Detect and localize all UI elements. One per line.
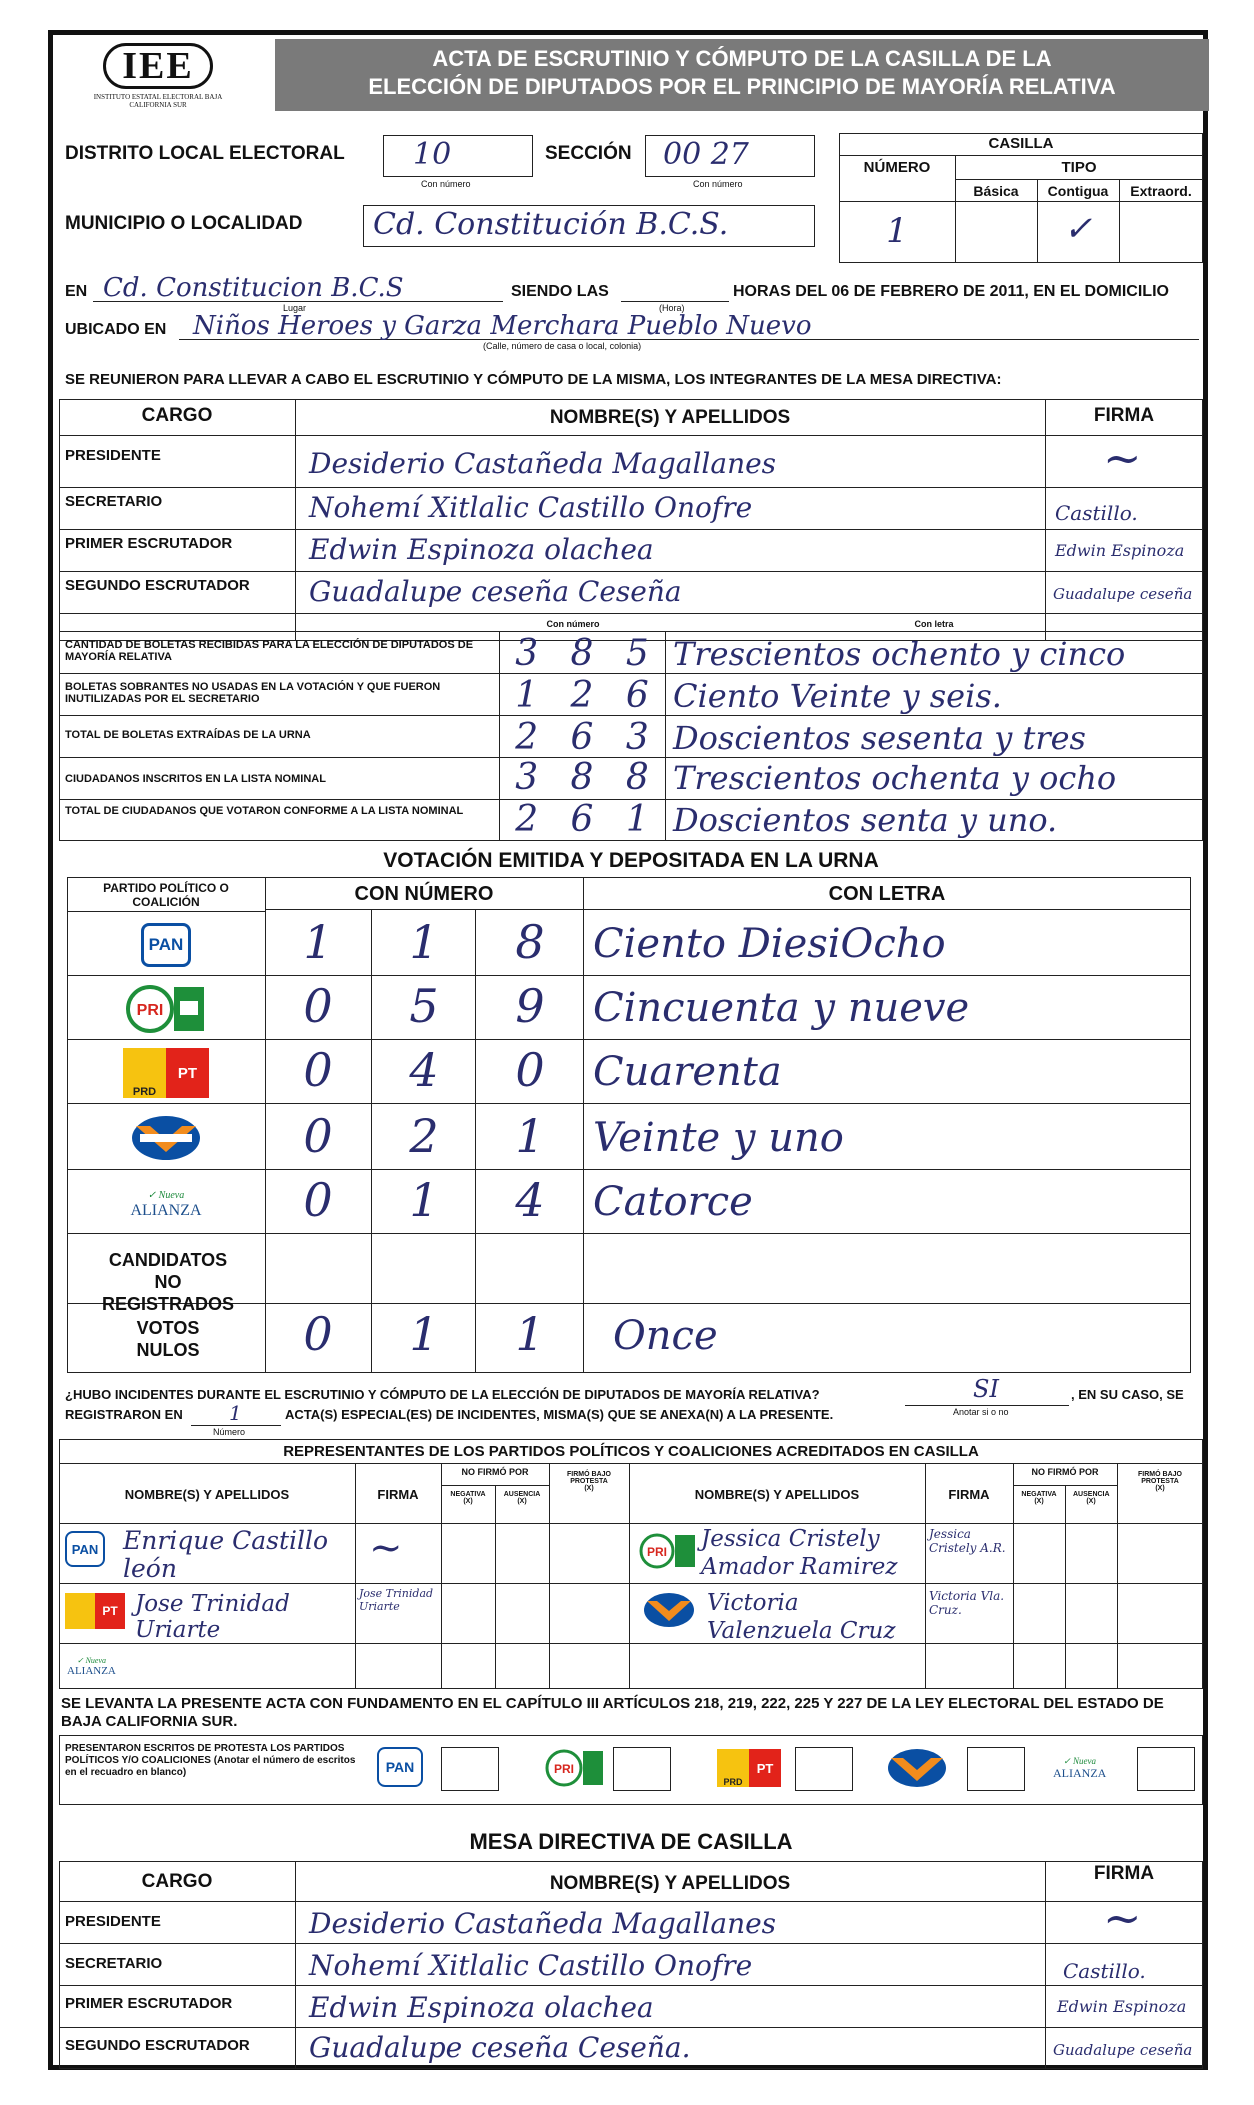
title-line1: ACTA DE ESCRUTINIO Y CÓMPUTO DE LA CASILLA DE LA xyxy=(432,46,1052,71)
mesa1-nombre-presidente: Desiderio Castañeda Magallanes xyxy=(309,447,777,480)
nueva-alianza-logo xyxy=(67,1173,265,1233)
rep-pri-icon xyxy=(639,1531,695,1576)
mesa2-nombre-presidente: Desiderio Castañeda Magallanes xyxy=(309,1907,777,1940)
mesa2-col-nombre: NOMBRE(S) Y APELLIDOS xyxy=(549,1873,791,1894)
boleta-num-inscritos xyxy=(499,757,665,798)
iee-logo-caption: INSTITUTO ESTATAL ELECTORAL BAJA CALIFORNIA SUR xyxy=(93,93,223,109)
rep-pan-nombre: Enrique Castillo león xyxy=(123,1526,329,1583)
basica-label: Básica xyxy=(973,183,1019,199)
votacion-col-letra: CON LETRA xyxy=(828,883,946,905)
nueva-alianza-icon: ✓ Nueva ALIANZA xyxy=(130,1190,202,1219)
mesa1-col-firma: FIRMA xyxy=(1093,405,1155,426)
digit: 9 xyxy=(515,979,545,1033)
rep-pri-firma: Jessica Cristely A.R. xyxy=(929,1527,1006,1555)
mesa2-cargo-primer: PRIMER ESCRUTADOR xyxy=(65,1995,233,2012)
mesa1-firma-primer: Edwin Espinoza xyxy=(1055,541,1185,560)
votacion-title: VOTACIÓN EMITIDA Y DEPOSITADA EN LA URNA xyxy=(383,849,879,872)
digit: 6 xyxy=(625,675,649,716)
vote-prdpt-numero xyxy=(265,1043,583,1103)
boletas-con-numero: Con número xyxy=(546,619,600,629)
pri-icon xyxy=(126,983,206,1035)
fundamento-text: SE LEVANTA LA PRESENTE ACTA CON FUNDAMENTO EN EL CAPÍTULO III ARTÍCULOS 218, 219, 222, 225 Y 227 DE LA LEY ELECTORAL DEL ESTADO DE BAJA CALIFORNIA SUR. xyxy=(61,1695,1164,1730)
mesa2-firma-primer: Edwin Espinoza xyxy=(1057,1997,1187,2016)
boleta-label-extraidas: TOTAL DE BOLETAS EXTRAÍDAS DE LA URNA xyxy=(65,729,311,741)
en-value: Cd. Constitucion B.C.S xyxy=(103,273,404,303)
svg-text:PRI: PRI xyxy=(136,1002,164,1019)
horas-text: HORAS DEL 06 DE FEBRERO DE 2011, EN EL DOMICILIO xyxy=(733,283,1169,300)
vote-pan-numero xyxy=(265,915,583,975)
rep-pan-firma: ~ xyxy=(369,1525,403,1571)
siendo-label: SIENDO LAS xyxy=(511,283,609,300)
incidentes-text4: ACTA(S) ESPECIAL(ES) DE INCIDENTES, MISMA(S) QUE SE ANEXA(N) A LA PRESENTE. xyxy=(285,1407,834,1422)
digit: 1 xyxy=(515,675,539,716)
digit: 1 xyxy=(303,915,333,969)
extraord-label: Extraord. xyxy=(1130,183,1192,199)
protesta-pri-box[interactable] xyxy=(613,1747,671,1791)
rep-col-nofirmo-right: NO FIRMÓ POR xyxy=(1031,1467,1099,1477)
digit: 0 xyxy=(515,1043,545,1097)
mesa2-nombre-primer: Edwin Espinoza olachea xyxy=(309,1991,654,2024)
vote-pan-letra: Ciento DiesiOcho xyxy=(593,921,946,967)
mesa1-nombre-primer: Edwin Espinoza olachea xyxy=(309,533,654,566)
casilla-title: CASILLA xyxy=(988,135,1054,152)
prd-pt-icon: PRD PT xyxy=(123,1048,209,1098)
numero-label: NÚMERO xyxy=(863,159,931,176)
digit: 1 xyxy=(625,799,649,840)
rep-conv-firma: Victoria Vla. Cruz. xyxy=(929,1589,1005,1617)
mesa2-nombre-secretario: Nohemí Xitlalic Castillo Onofre xyxy=(309,1949,753,1982)
boleta-letra-votaron: Doscientos senta y uno. xyxy=(673,801,1058,839)
votacion-col-numero: CON NÚMERO xyxy=(354,883,494,905)
protesta-prdpt-icon: PRD PT xyxy=(717,1749,781,1787)
mesa1-nombre-segundo: Guadalupe ceseña Ceseña xyxy=(309,575,682,608)
rep-col-nofirmo-left: NO FIRMÓ POR xyxy=(461,1467,529,1477)
vote-na-letra: Catorce xyxy=(593,1179,753,1225)
digit: 0 xyxy=(303,1043,333,1097)
mesa2-firma-segundo: Guadalupe ceseña xyxy=(1053,2041,1193,2059)
digit: 3 xyxy=(625,717,649,758)
rep-pri-nombre: Jessica Cristely Amador Ramirez xyxy=(701,1526,898,1580)
rep-col-ausencia-left: AUSENCIA (X) xyxy=(503,1491,541,1505)
mesa1-cargo-presidente: PRESIDENTE xyxy=(65,447,161,464)
digit: 5 xyxy=(409,979,439,1033)
digit: 8 xyxy=(570,757,594,798)
mesa2-firma-presidente: ~ xyxy=(1103,1891,1142,1945)
vote-nulos-numero xyxy=(265,1307,583,1367)
iee-logo xyxy=(83,43,233,113)
digit: 6 xyxy=(570,717,594,758)
rep-prdpt-icon: PT xyxy=(65,1593,125,1629)
protesta-pan-box[interactable] xyxy=(441,1747,499,1791)
rep-col-ausencia-right: AUSENCIA (X) xyxy=(1073,1491,1110,1505)
mesa1-firma-presidente: ~ xyxy=(1103,431,1142,485)
protesta-na-box[interactable] xyxy=(1137,1747,1195,1791)
nulos-label: VOTOS NULOS xyxy=(136,1318,200,1360)
boleta-letra-sobrantes: Ciento Veinte y seis. xyxy=(673,677,1002,715)
convergencia-icon xyxy=(130,1112,202,1164)
vote-pri-letra: Cincuenta y nueve xyxy=(593,985,970,1031)
distrito-caption: Con número xyxy=(421,179,471,189)
digit: 8 xyxy=(515,915,545,969)
digit: 1 xyxy=(515,1109,545,1163)
mesa2-col-firma: FIRMA xyxy=(1093,1863,1155,1884)
title-band xyxy=(275,39,1209,111)
protesta-na-icon: ✓ Nueva ALIANZA xyxy=(1053,1756,1107,1780)
digit: 4 xyxy=(515,1173,545,1227)
digit: 2 xyxy=(409,1109,439,1163)
mesa2-cargo-secretario: SECRETARIO xyxy=(65,1955,163,1972)
incidentes-answer: SI xyxy=(973,1375,999,1403)
pri-logo xyxy=(67,979,265,1039)
mesa1-cargo-segundo: SEGUNDO ESCRUTADOR xyxy=(65,577,250,594)
vote-conv-letra: Veinte y uno xyxy=(593,1115,844,1161)
ubicado-label: UBICADO EN xyxy=(65,321,167,338)
digit: 2 xyxy=(570,675,594,716)
digit: 6 xyxy=(570,799,594,840)
digit: 5 xyxy=(625,633,649,674)
digit: 0 xyxy=(303,1307,333,1361)
protesta-text: PRESENTARON ESCRITOS DE PROTESTA LOS PARTIDOS POLÍTICOS Y/O COALICIONES (Anotar el número de escritos en el recuadro en blanco) xyxy=(65,1743,356,1778)
prd-pt-logo xyxy=(67,1043,265,1103)
casilla-numero-value: 1 xyxy=(886,211,908,251)
pan-icon: PAN xyxy=(141,923,191,967)
boleta-label-recibidas: CANTIDAD DE BOLETAS RECIBIDAS PARA LA ELECCIÓN DE DIPUTADOS DE MAYORÍA RELATIVA xyxy=(65,639,474,663)
rep-col-firma-left: FIRMA xyxy=(377,1487,419,1502)
representantes-title: REPRESENTANTES DE LOS PARTIDOS POLÍTICOS Y COALICIONES ACREDITADOS EN CASILLA xyxy=(283,1443,979,1460)
calle-caption: (Calle, número de casa o local, colonia) xyxy=(483,341,642,351)
digit: 0 xyxy=(303,1109,333,1163)
votacion-col-partido: PARTIDO POLÍTICO O COALICIÓN xyxy=(103,881,229,909)
boleta-label-inscritos: CIUDADANOS INSCRITOS EN LA LISTA NOMINAL xyxy=(65,773,326,785)
boleta-num-sobrantes xyxy=(499,675,665,716)
boleta-num-extraidas xyxy=(499,717,665,758)
rep-col-negativa-left: NEGATIVA (X) xyxy=(450,1491,486,1505)
rep-conv-icon xyxy=(643,1591,695,1634)
mesa2-cargo-presidente: PRESIDENTE xyxy=(65,1913,161,1930)
mesa1-col-nombre: NOMBRE(S) Y APELLIDOS xyxy=(549,407,791,428)
municipio-label: MUNICIPIO O LOCALIDAD xyxy=(65,213,303,234)
title-line2: ELECCIÓN DE DIPUTADOS POR EL PRINCIPIO DE MAYORÍA RELATIVA xyxy=(368,74,1116,99)
mesa2-nombre-segundo: Guadalupe ceseña Ceseña. xyxy=(309,2031,691,2064)
boleta-letra-extraidas: Doscientos sesenta y tres xyxy=(673,719,1086,757)
protesta-conv-box[interactable] xyxy=(967,1747,1025,1791)
anotar-caption: Anotar si o no xyxy=(953,1407,1009,1417)
mesa1-cargo-secretario: SECRETARIO xyxy=(65,493,163,510)
rep-prdpt-firma: Jose Trinidad Uriarte xyxy=(359,1587,434,1613)
rep-na-icon: ✓ Nueva ALIANZA xyxy=(67,1656,116,1677)
vote-pri-numero xyxy=(265,979,583,1039)
rep-col-protesta-left: FIRMÓ BAJO PROTESTA (X) xyxy=(567,1471,611,1492)
mesa1-col-cargo: CARGO xyxy=(141,405,213,426)
digit: 3 xyxy=(515,633,539,674)
numero-caption: Número xyxy=(213,1427,246,1437)
rep-col-firma-right: FIRMA xyxy=(948,1487,990,1502)
mesa1-firma-secretario: Castillo. xyxy=(1055,501,1138,525)
incidentes-count: 1 xyxy=(229,1401,242,1425)
protesta-conv-icon xyxy=(887,1747,947,1794)
seccion-value: 00 27 xyxy=(663,137,749,172)
svg-text:PRI: PRI xyxy=(646,1545,668,1559)
svg-text:PRI: PRI xyxy=(553,1762,575,1776)
reunieron-text: SE REUNIERON PARA LLEVAR A CABO EL ESCRUTINIO Y CÓMPUTO DE LA MISMA, LOS INTEGRANTES DE LA MESA DIRECTIVA: xyxy=(65,371,1002,388)
digit: 2 xyxy=(515,799,539,840)
digit: 3 xyxy=(515,757,539,798)
digit: 8 xyxy=(570,633,594,674)
mesa2-cargo-segundo: SEGUNDO ESCRUTADOR xyxy=(65,2037,250,2054)
vote-nulos-letra: Once xyxy=(613,1313,718,1359)
vote-conv-numero xyxy=(265,1109,583,1169)
mesa2-col-cargo: CARGO xyxy=(141,1871,213,1892)
mesa2-title: MESA DIRECTIVA DE CASILLA xyxy=(469,1829,793,1854)
boleta-num-votaron xyxy=(499,799,665,840)
rep-col-nombre-right: NOMBRE(S) Y APELLIDOS xyxy=(694,1487,860,1502)
rep-col-nombre-left: NOMBRE(S) Y APELLIDOS xyxy=(124,1487,290,1502)
boleta-letra-inscritos: Trescientos ochenta y ocho xyxy=(673,759,1117,797)
acta-sheet xyxy=(48,30,1208,2070)
seccion-caption: Con número xyxy=(693,179,743,189)
digit: 1 xyxy=(409,1307,439,1361)
rep-col-protesta-right: FIRMÓ BAJO PROTESTA (X) xyxy=(1138,1471,1182,1492)
rep-col-negativa-right: NEGATIVA (X) xyxy=(1021,1491,1057,1505)
mesa1-firma-segundo: Guadalupe ceseña xyxy=(1053,585,1193,603)
incidentes-text3: REGISTRARON EN xyxy=(65,1407,183,1422)
protesta-prdpt-box[interactable] xyxy=(795,1747,853,1791)
distrito-box xyxy=(383,135,533,177)
distrito-label: DISTRITO LOCAL ELECTORAL xyxy=(65,143,345,164)
municipio-value: Cd. Constitución B.C.S. xyxy=(373,207,729,242)
boleta-label-sobrantes: BOLETAS SOBRANTES NO USADAS EN LA VOTACIÓN Y QUE FUERON INUTILIZADAS POR EL SECRETARIO xyxy=(65,681,441,705)
distrito-value: 10 xyxy=(413,137,452,172)
protesta-pri-icon xyxy=(545,1747,603,1794)
incidentes-text1: ¿HUBO INCIDENTES DURANTE EL ESCRUTINIO Y CÓMPUTO DE LA ELECCIÓN DE DIPUTADOS DE MAYORÍA RELATIVA? xyxy=(65,1387,820,1402)
rep-pan-icon: PAN xyxy=(65,1531,105,1567)
digit: 1 xyxy=(409,1173,439,1227)
digit: 1 xyxy=(515,1307,545,1361)
incidentes-text2: , EN SU CASO, SE xyxy=(1071,1387,1184,1402)
boleta-label-votaron: TOTAL DE CIUDADANOS QUE VOTARON CONFORME A LA LISTA NOMINAL xyxy=(65,805,464,817)
vote-prdpt-letra: Cuarenta xyxy=(593,1049,782,1095)
contigua-label: Contigua xyxy=(1047,183,1109,199)
mesa2-firma-secretario: Castillo. xyxy=(1063,1959,1146,1983)
convergencia-logo xyxy=(67,1107,265,1169)
rep-conv-nombre: Victoria Valenzuela Cruz xyxy=(707,1590,896,1644)
hora-caption: (Hora) xyxy=(659,303,685,313)
lugar-caption: Lugar xyxy=(283,303,307,313)
mesa1-cargo-primer: PRIMER ESCRUTADOR xyxy=(65,535,233,552)
no-registrados-label: CANDIDATOS NO REGISTRADOS xyxy=(101,1250,234,1314)
digit: 8 xyxy=(625,757,649,798)
en-label: EN xyxy=(65,283,88,300)
digit: 0 xyxy=(303,1173,333,1227)
rep-prdpt-nombre: Jose Trinidad Uriarte xyxy=(135,1591,290,1643)
digit: 0 xyxy=(303,979,333,1033)
vote-na-numero xyxy=(265,1173,583,1233)
mesa1-nombre-secretario: Nohemí Xitlalic Castillo Onofre xyxy=(309,491,753,524)
iee-logo-text: IEE xyxy=(103,43,213,89)
seccion-label: SECCIÓN xyxy=(545,143,632,164)
boleta-num-recibidas xyxy=(499,633,665,674)
digit: 1 xyxy=(409,915,439,969)
digit: 4 xyxy=(409,1043,439,1097)
pan-logo xyxy=(67,915,265,975)
ubicado-value: Niños Heroes y Garza Merchara Pueblo Nuevo xyxy=(193,311,812,341)
digit: 2 xyxy=(515,717,539,758)
protesta-pan-icon: PAN xyxy=(377,1747,423,1787)
tipo-label: TIPO xyxy=(1061,159,1097,176)
boletas-con-letra: Con letra xyxy=(914,619,954,629)
contigua-check: ✓ xyxy=(1063,209,1093,249)
boleta-letra-recibidas: Trescientos ochento y cinco xyxy=(673,635,1126,673)
